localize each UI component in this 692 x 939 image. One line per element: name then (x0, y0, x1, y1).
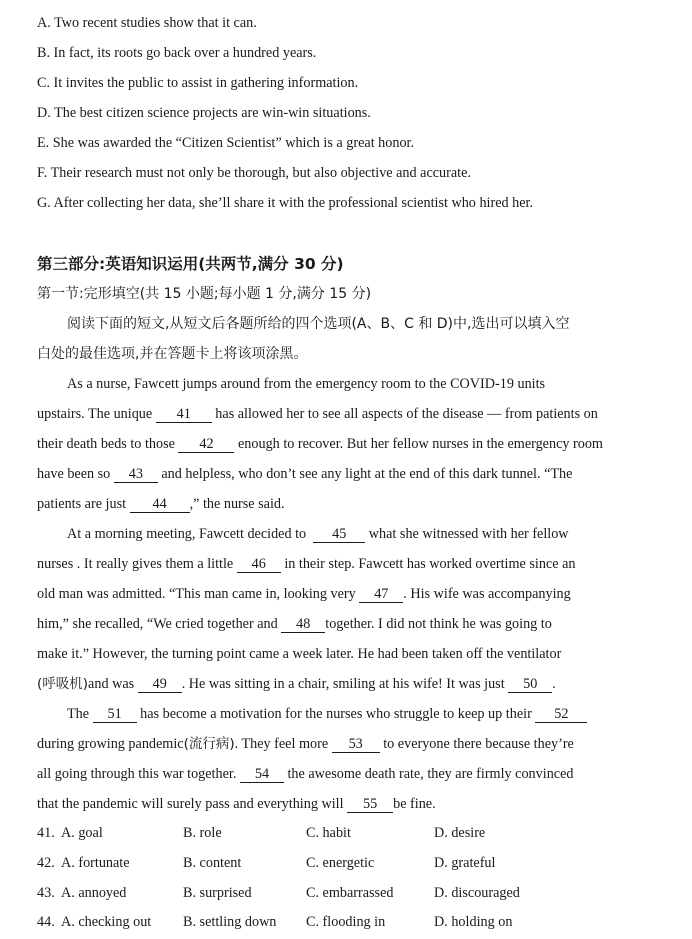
passage-line: (呼吸机)and was 49 . He was sitting in a chair, smiling at his wife! It was just 50 . (37, 676, 556, 692)
choice-d[interactable]: D. holding on (434, 914, 513, 930)
passage-text: and helpless, who don’t see any light at the end of this dark tunnel. “The (161, 466, 573, 482)
choice-b[interactable]: B. role (183, 825, 222, 841)
passage-text: the awesome death rate, they are firmly convinced (287, 766, 574, 782)
blank-43[interactable]: 43 (114, 466, 158, 483)
blank-44[interactable]: 44 (130, 496, 190, 513)
instruction-line-1: 阅读下面的短文,从短文后各题所给的四个选项(A、B、C 和 D)中,选出可以填入空 (67, 316, 570, 332)
option-a: A. Two recent studies show that it can. (37, 15, 257, 31)
passage-text: all going through this war together. (37, 766, 237, 782)
question-number: 43. (37, 885, 55, 901)
passage-text: . He was sitting in a chair, smiling at his wife! It was just (181, 676, 505, 692)
passage-text: their death beds to those (37, 436, 175, 452)
passage-line (67, 374, 650, 394)
choice-c[interactable]: C. energetic (306, 855, 375, 871)
option-e: E. She was awarded the “Citizen Scientist” which is a great honor. (37, 135, 415, 151)
section-title: 第三部分:英语知识运用(共两节,满分 30 分) (37, 255, 344, 273)
passage-line (37, 794, 436, 814)
blank-51[interactable]: 51 (93, 706, 137, 723)
passage-line (37, 734, 650, 754)
passage-text: At a morning meeting, Fawcett decided to (67, 526, 307, 542)
question-number: 44. (37, 914, 55, 930)
choice-d[interactable]: D. discouraged (434, 885, 520, 901)
blank-41[interactable]: 41 (156, 406, 212, 423)
passage-text: has become a motivation for the nurses who struggle to keep up their (140, 706, 532, 722)
passage-text: have been so (37, 466, 111, 482)
instruction-line-2: 白处的最佳选项,并在答题卡上将该项涂黑。 (37, 346, 308, 362)
choice-c[interactable]: C. embarrassed (306, 885, 394, 901)
option-b: B. In fact, its roots go back over a hundred years. (37, 45, 317, 61)
passage-text-zh: (呼吸机) (37, 676, 89, 692)
passage-text: during growing pandemic (37, 736, 184, 752)
choice-b[interactable]: B. content (183, 855, 242, 871)
passage-text: As a nurse, Fawcett jumps around from the emergency room to the COVID-19 units (67, 376, 546, 392)
passage-line (37, 584, 650, 604)
passage-text: . They feel more (234, 736, 329, 752)
question-number: 41. (37, 825, 55, 841)
passage-text: together. I did not think he was going to (325, 616, 552, 632)
blank-52[interactable]: 52 (535, 706, 587, 723)
blank-54[interactable]: 54 (240, 766, 284, 783)
choice-d[interactable]: D. grateful (434, 855, 496, 871)
passage-text: . His wife was accompanying (403, 586, 571, 602)
choice-c[interactable]: C. habit (306, 825, 351, 841)
passage-text: old man was admitted. “This man came in, looking very (37, 586, 356, 602)
choice-a[interactable]: A. fortunate (61, 855, 130, 871)
passage-line (37, 494, 285, 514)
choice-c[interactable]: C. flooding in (306, 914, 386, 930)
passage-text: upstairs. The unique (37, 406, 153, 422)
choice-a[interactable]: A. annoyed (61, 885, 127, 901)
passage-text: that the pandemic will surely pass and everything will (37, 796, 344, 812)
passage-text: what she witnessed with her fellow (368, 526, 569, 542)
passage-line (37, 434, 650, 454)
blank-46[interactable]: 46 (237, 556, 281, 573)
passage-text: nurses . It really gives them a little (37, 556, 234, 572)
blank-49[interactable]: 49 (138, 676, 182, 693)
choice-a[interactable]: A. goal (61, 825, 103, 841)
passage-text: him,” she recalled, “We cried together and (37, 616, 278, 632)
blank-50[interactable]: 50 (508, 676, 552, 693)
passage-text: enough to recover. But her fellow nurses in the emergency room (238, 436, 603, 452)
passage-text: make it.” However, the turning point came a week later. He had been taken off the ventilator (37, 646, 562, 662)
passage-text: and was (88, 676, 135, 692)
passage-line (37, 644, 650, 664)
section-subtitle: 第一节:完形填空(共 15 小题;每小题 1 分,满分 15 分) (37, 286, 372, 302)
passage-text: has allowed her to see all aspects of the disease — from patients on (215, 406, 598, 422)
passage-line (37, 404, 650, 424)
passage-text: The (67, 706, 90, 722)
passage-text: be fine. (393, 796, 436, 812)
blank-53[interactable]: 53 (332, 736, 380, 753)
passage-line (37, 464, 650, 484)
blank-55[interactable]: 55 (347, 796, 393, 813)
passage-text: ,” the nurse said. (189, 496, 285, 512)
choice-a[interactable]: A. checking out (61, 914, 152, 930)
passage-line (37, 614, 650, 634)
option-g: G. After collecting her data, she’ll share it with the professional scientist who hired her. (37, 195, 534, 211)
passage-line (37, 764, 650, 784)
blank-42[interactable]: 42 (178, 436, 234, 453)
blank-48[interactable]: 48 (281, 616, 325, 633)
passage-text: in their step. Fawcett has worked overtime since an (284, 556, 576, 572)
choice-d[interactable]: D. desire (434, 825, 486, 841)
blank-45[interactable]: 45 (313, 526, 365, 543)
question-number: 42. (37, 855, 55, 871)
passage-text-zh: (流行病) (183, 736, 235, 752)
passage-text: patients are just (37, 496, 127, 512)
passage-line (67, 524, 650, 544)
blank-47[interactable]: 47 (359, 586, 403, 603)
choice-b[interactable]: B. settling down (183, 914, 277, 930)
option-f: F. Their research must not only be thorough, but also objective and accurate. (37, 165, 471, 181)
passage-text: to everyone there because they’re (383, 736, 574, 752)
option-c: C. It invites the public to assist in gathering information. (37, 75, 359, 91)
passage-line (67, 704, 650, 724)
choice-b[interactable]: B. surprised (183, 885, 252, 901)
passage-line (37, 554, 650, 574)
option-d: D. The best citizen science projects are win-win situations. (37, 105, 371, 121)
